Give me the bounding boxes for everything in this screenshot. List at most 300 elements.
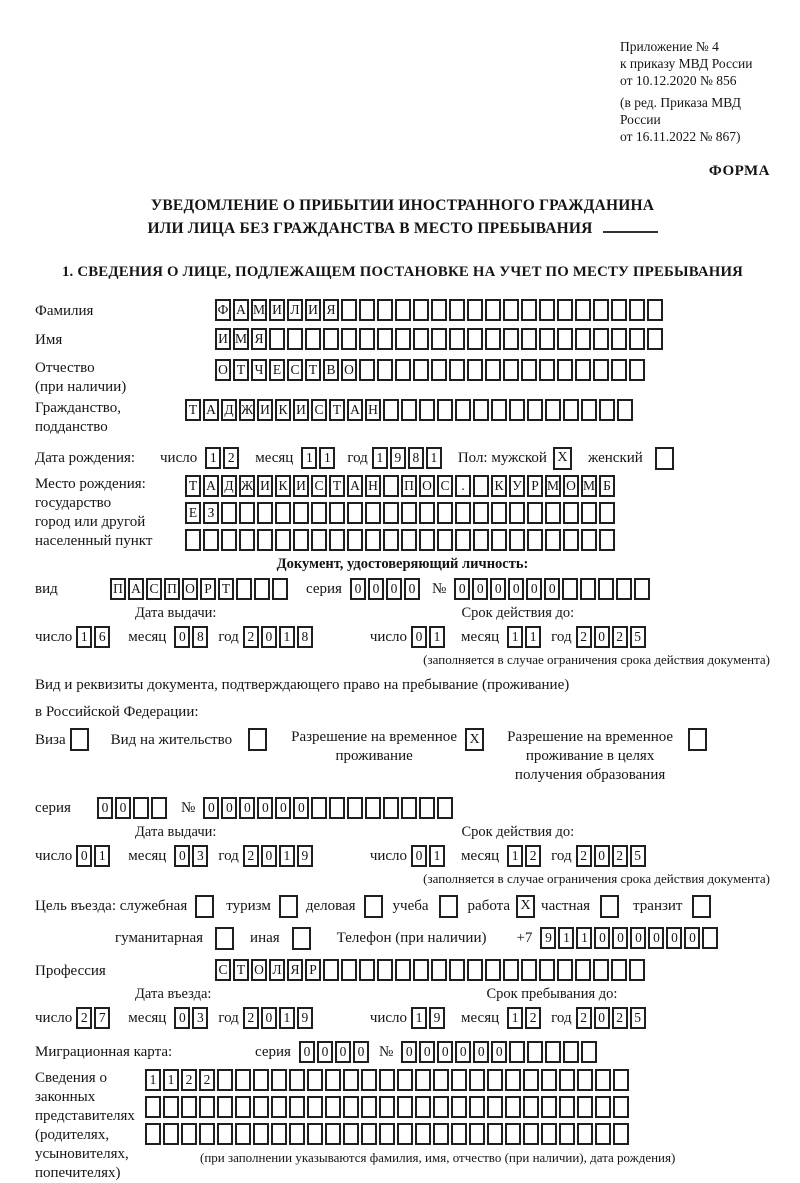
form-cell[interactable] [235,1096,251,1118]
form-cell[interactable] [199,1123,215,1145]
form-cell[interactable]: 1 [576,927,592,949]
form-cell[interactable]: Н [365,399,381,421]
form-cell[interactable] [557,959,573,981]
form-cell[interactable]: 8 [297,626,313,648]
form-cell[interactable]: О [419,475,435,497]
form-cell[interactable]: Д [221,475,237,497]
form-cell[interactable] [397,1123,413,1145]
form-cell[interactable]: 7 [94,1007,110,1029]
form-cell[interactable] [523,1069,539,1091]
form-cell[interactable]: 5 [630,626,646,648]
form-cell[interactable]: 0 [437,1041,453,1063]
form-cell[interactable]: 8 [408,447,424,469]
form-cell[interactable] [289,1096,305,1118]
form-cell[interactable] [347,797,363,819]
form-cell[interactable] [505,1123,521,1145]
form-cell[interactable]: 3 [192,1007,208,1029]
form-cell[interactable]: Ч [251,359,267,381]
form-cell[interactable]: 0 [221,797,237,819]
form-cell[interactable] [449,359,465,381]
form-cell[interactable]: 0 [368,578,384,600]
form-cell[interactable] [257,502,273,524]
form-cell[interactable] [595,1123,611,1145]
form-cell[interactable] [647,299,663,321]
form-cell[interactable] [235,1069,251,1091]
form-cell[interactable]: 1 [507,626,523,648]
form-cell[interactable] [617,399,633,421]
form-cell[interactable] [347,529,363,551]
form-cell[interactable]: 0 [293,797,309,819]
form-cell[interactable]: 0 [386,578,402,600]
form-cell[interactable] [449,328,465,350]
form-cell[interactable]: А [347,399,363,421]
form-cell[interactable]: 0 [411,845,427,867]
form-cell[interactable] [235,1123,251,1145]
form-cell[interactable] [539,299,555,321]
form-cell[interactable] [431,328,447,350]
form-cell[interactable]: 2 [525,1007,541,1029]
form-cell[interactable] [163,1123,179,1145]
form-cell[interactable]: 2 [525,845,541,867]
form-cell[interactable] [341,328,357,350]
form-cell[interactable] [559,1096,575,1118]
form-cell[interactable] [419,502,435,524]
form-cell[interactable] [383,399,399,421]
form-cell[interactable]: М [233,328,249,350]
form-cell[interactable] [545,399,561,421]
form-cell[interactable] [629,328,645,350]
form-cell[interactable] [341,299,357,321]
form-cell[interactable] [437,797,453,819]
form-cell[interactable] [577,1123,593,1145]
form-cell[interactable] [311,797,327,819]
form-cell[interactable] [359,359,375,381]
form-cell[interactable]: Ж [239,475,255,497]
form-cell[interactable]: 1 [163,1069,179,1091]
form-cell[interactable]: 1 [429,845,445,867]
form-cell[interactable]: 2 [576,845,592,867]
form-cell[interactable] [469,1123,485,1145]
form-cell[interactable] [487,1123,503,1145]
form-cell[interactable] [365,797,381,819]
form-cell[interactable] [545,529,561,551]
form-cell[interactable] [415,1069,431,1091]
form-cell[interactable]: А [347,475,363,497]
form-cell[interactable] [271,1123,287,1145]
form-cell[interactable]: И [293,399,309,421]
form-cell[interactable] [272,578,288,600]
form-cell[interactable] [521,359,537,381]
form-cell[interactable]: 0 [648,927,664,949]
form-cell[interactable] [341,959,357,981]
form-cell[interactable] [539,959,555,981]
form-cell[interactable] [325,1069,341,1091]
form-cell[interactable]: 0 [684,927,700,949]
form-cell[interactable]: И [293,475,309,497]
form-cell[interactable] [413,959,429,981]
form-cell[interactable]: М [545,475,561,497]
form-cell[interactable] [469,1096,485,1118]
form-cell[interactable] [151,797,167,819]
form-cell[interactable]: Е [185,502,201,524]
form-cell[interactable] [383,529,399,551]
form-cell[interactable]: 0 [594,626,610,648]
form-cell[interactable]: 2 [576,626,592,648]
form-cell[interactable]: Р [305,959,321,981]
form-cell[interactable]: Т [329,399,345,421]
form-cell[interactable]: 0 [419,1041,435,1063]
form-cell[interactable] [559,1123,575,1145]
form-cell[interactable] [365,529,381,551]
form-cell[interactable]: И [305,299,321,321]
form-cell[interactable] [491,502,507,524]
form-cell[interactable] [181,1096,197,1118]
form-cell[interactable]: У [509,475,525,497]
form-cell[interactable]: И [215,328,231,350]
form-cell[interactable] [575,959,591,981]
form-cell[interactable]: 2 [612,845,628,867]
form-cell[interactable] [437,529,453,551]
form-cell[interactable]: А [203,475,219,497]
form-cell[interactable]: 2 [243,845,259,867]
form-cell[interactable] [413,328,429,350]
form-cell[interactable] [217,1123,233,1145]
form-cell[interactable]: О [341,359,357,381]
form-cell[interactable] [415,1096,431,1118]
form-cell[interactable] [581,399,597,421]
form-cell[interactable]: 1 [525,626,541,648]
form-cell[interactable] [413,359,429,381]
form-cell[interactable] [593,359,609,381]
form-cell[interactable] [467,959,483,981]
form-cell[interactable]: 0 [261,1007,277,1029]
form-cell[interactable]: 9 [297,845,313,867]
form-cell[interactable] [395,328,411,350]
form-cell[interactable] [413,299,429,321]
form-cell[interactable] [203,529,219,551]
form-cell[interactable] [702,927,718,949]
form-cell[interactable] [505,1069,521,1091]
form-cell[interactable]: 1 [205,447,221,469]
form-cell[interactable] [688,728,707,751]
form-cell[interactable] [254,578,270,600]
form-cell[interactable] [599,502,615,524]
form-cell[interactable]: К [275,399,291,421]
form-cell[interactable]: Ж [239,399,255,421]
form-cell[interactable]: А [203,399,219,421]
form-cell[interactable]: 1 [145,1069,161,1091]
form-cell[interactable] [593,328,609,350]
form-cell[interactable]: 0 [455,1041,471,1063]
form-cell[interactable]: 1 [558,927,574,949]
form-cell[interactable] [419,797,435,819]
form-cell[interactable] [215,927,234,950]
form-cell[interactable]: X [516,895,535,918]
form-cell[interactable]: И [269,299,285,321]
form-cell[interactable] [527,1041,543,1063]
form-cell[interactable] [287,328,303,350]
form-cell[interactable] [383,502,399,524]
form-cell[interactable] [401,529,417,551]
form-cell[interactable] [575,328,591,350]
form-cell[interactable] [307,1069,323,1091]
form-cell[interactable]: С [146,578,162,600]
form-cell[interactable] [473,475,489,497]
form-cell[interactable]: 2 [223,447,239,469]
form-cell[interactable]: С [311,399,327,421]
form-cell[interactable]: 0 [612,927,628,949]
form-cell[interactable]: 0 [239,797,255,819]
form-cell[interactable] [271,1069,287,1091]
form-cell[interactable] [469,1069,485,1091]
form-cell[interactable] [593,959,609,981]
form-cell[interactable] [364,895,383,918]
form-cell[interactable] [557,299,573,321]
form-cell[interactable] [433,1123,449,1145]
form-cell[interactable] [449,959,465,981]
form-cell[interactable] [559,1069,575,1091]
form-cell[interactable] [269,328,285,350]
form-cell[interactable]: О [251,959,267,981]
form-cell[interactable] [377,959,393,981]
form-cell[interactable]: 5 [630,845,646,867]
form-cell[interactable] [509,529,525,551]
form-cell[interactable]: О [215,359,231,381]
form-cell[interactable]: 0 [275,797,291,819]
form-cell[interactable] [415,1123,431,1145]
form-cell[interactable] [383,797,399,819]
form-cell[interactable]: 1 [429,626,445,648]
form-cell[interactable]: 2 [612,626,628,648]
form-cell[interactable]: 0 [454,578,470,600]
form-cell[interactable] [305,328,321,350]
form-cell[interactable] [307,1096,323,1118]
form-cell[interactable] [655,447,674,470]
form-cell[interactable] [236,578,252,600]
form-cell[interactable]: К [275,475,291,497]
form-cell[interactable] [395,299,411,321]
form-cell[interactable]: 0 [261,845,277,867]
form-cell[interactable] [509,399,525,421]
form-cell[interactable] [133,797,149,819]
form-cell[interactable] [451,1069,467,1091]
form-cell[interactable] [221,502,237,524]
form-cell[interactable]: 6 [94,626,110,648]
form-cell[interactable] [359,959,375,981]
form-cell[interactable]: Т [185,475,201,497]
form-cell[interactable] [491,529,507,551]
form-cell[interactable] [557,328,573,350]
form-cell[interactable]: 0 [350,578,366,600]
form-cell[interactable]: И [257,475,273,497]
form-cell[interactable]: 0 [490,578,506,600]
form-cell[interactable] [629,959,645,981]
form-cell[interactable]: 1 [279,845,295,867]
form-cell[interactable] [323,328,339,350]
form-cell[interactable]: 0 [203,797,219,819]
form-cell[interactable] [485,299,501,321]
form-cell[interactable]: 1 [411,1007,427,1029]
form-cell[interactable]: 0 [630,927,646,949]
form-cell[interactable] [613,1123,629,1145]
form-cell[interactable] [343,1123,359,1145]
form-cell[interactable] [293,529,309,551]
form-cell[interactable]: 0 [335,1041,351,1063]
form-cell[interactable] [611,959,627,981]
form-cell[interactable] [523,1096,539,1118]
form-cell[interactable] [401,399,417,421]
form-cell[interactable]: 0 [353,1041,369,1063]
form-cell[interactable] [395,359,411,381]
form-cell[interactable] [401,502,417,524]
form-cell[interactable] [611,299,627,321]
form-cell[interactable]: 0 [411,626,427,648]
form-cell[interactable] [359,299,375,321]
form-cell[interactable] [541,1069,557,1091]
form-cell[interactable] [70,728,89,751]
form-cell[interactable]: С [437,475,453,497]
form-cell[interactable] [523,1123,539,1145]
form-cell[interactable] [473,529,489,551]
form-cell[interactable]: 0 [594,845,610,867]
form-cell[interactable] [485,959,501,981]
form-cell[interactable] [329,797,345,819]
form-cell[interactable]: С [215,959,231,981]
form-cell[interactable] [541,1096,557,1118]
form-cell[interactable]: Н [365,475,381,497]
form-cell[interactable] [563,399,579,421]
form-cell[interactable]: П [164,578,180,600]
form-cell[interactable]: Т [329,475,345,497]
form-cell[interactable] [279,895,298,918]
form-cell[interactable]: 2 [243,626,259,648]
form-cell[interactable]: 1 [426,447,442,469]
form-cell[interactable] [397,1069,413,1091]
form-cell[interactable]: 0 [594,1007,610,1029]
form-cell[interactable] [379,1069,395,1091]
form-cell[interactable] [562,578,578,600]
form-cell[interactable] [581,502,597,524]
form-cell[interactable]: 2 [76,1007,92,1029]
form-cell[interactable] [253,1069,269,1091]
form-cell[interactable] [521,328,537,350]
form-cell[interactable] [563,1041,579,1063]
form-cell[interactable] [545,1041,561,1063]
form-cell[interactable] [611,328,627,350]
form-cell[interactable]: 1 [76,626,92,648]
form-cell[interactable] [593,299,609,321]
form-cell[interactable] [195,895,214,918]
form-cell[interactable] [361,1096,377,1118]
form-cell[interactable] [487,1096,503,1118]
form-cell[interactable]: Б [599,475,615,497]
form-cell[interactable] [289,1123,305,1145]
form-cell[interactable] [616,578,632,600]
form-cell[interactable] [199,1096,215,1118]
form-cell[interactable] [485,359,501,381]
form-cell[interactable]: 0 [174,845,190,867]
form-cell[interactable] [521,299,537,321]
form-cell[interactable] [217,1096,233,1118]
form-cell[interactable] [439,895,458,918]
form-cell[interactable]: Я [323,299,339,321]
form-cell[interactable] [343,1069,359,1091]
form-cell[interactable] [503,359,519,381]
form-cell[interactable] [275,502,291,524]
form-cell[interactable]: 0 [76,845,92,867]
form-cell[interactable]: Л [269,959,285,981]
form-cell[interactable]: 2 [243,1007,259,1029]
form-cell[interactable] [221,529,237,551]
form-cell[interactable]: 9 [297,1007,313,1029]
form-cell[interactable]: Т [218,578,234,600]
form-cell[interactable] [509,1041,525,1063]
form-cell[interactable]: И [257,399,273,421]
form-cell[interactable]: 9 [429,1007,445,1029]
form-cell[interactable] [311,502,327,524]
form-cell[interactable]: 0 [472,578,488,600]
form-cell[interactable] [485,328,501,350]
form-cell[interactable]: О [182,578,198,600]
form-cell[interactable] [613,1069,629,1091]
form-cell[interactable] [307,1123,323,1145]
form-cell[interactable] [379,1123,395,1145]
form-cell[interactable] [239,502,255,524]
form-cell[interactable] [503,328,519,350]
form-cell[interactable] [467,359,483,381]
form-cell[interactable]: Т [233,359,249,381]
form-cell[interactable] [505,1096,521,1118]
form-cell[interactable]: 0 [261,626,277,648]
form-cell[interactable]: В [323,359,339,381]
form-cell[interactable] [271,1096,287,1118]
form-cell[interactable] [629,299,645,321]
form-cell[interactable] [692,895,711,918]
form-cell[interactable] [253,1123,269,1145]
form-cell[interactable]: 8 [192,626,208,648]
form-cell[interactable] [248,728,267,751]
form-cell[interactable] [599,529,615,551]
form-cell[interactable]: Т [233,959,249,981]
form-cell[interactable]: . [455,475,471,497]
form-cell[interactable] [359,328,375,350]
form-cell[interactable] [527,529,543,551]
form-cell[interactable] [473,399,489,421]
form-cell[interactable]: 9 [390,447,406,469]
form-cell[interactable] [217,1069,233,1091]
form-cell[interactable] [419,529,435,551]
form-cell[interactable]: Р [200,578,216,600]
form-cell[interactable] [431,359,447,381]
form-cell[interactable]: 0 [115,797,131,819]
form-cell[interactable]: 3 [192,845,208,867]
form-cell[interactable] [329,529,345,551]
form-cell[interactable] [185,529,201,551]
form-cell[interactable] [377,328,393,350]
form-cell[interactable]: 2 [576,1007,592,1029]
form-cell[interactable] [503,959,519,981]
form-cell[interactable] [467,299,483,321]
form-cell[interactable]: А [128,578,144,600]
form-cell[interactable]: 0 [299,1041,315,1063]
form-cell[interactable]: Д [221,399,237,421]
form-cell[interactable]: С [311,475,327,497]
form-cell[interactable] [377,359,393,381]
form-cell[interactable] [289,1069,305,1091]
form-cell[interactable] [595,1069,611,1091]
form-cell[interactable] [329,502,345,524]
form-cell[interactable] [361,1123,377,1145]
